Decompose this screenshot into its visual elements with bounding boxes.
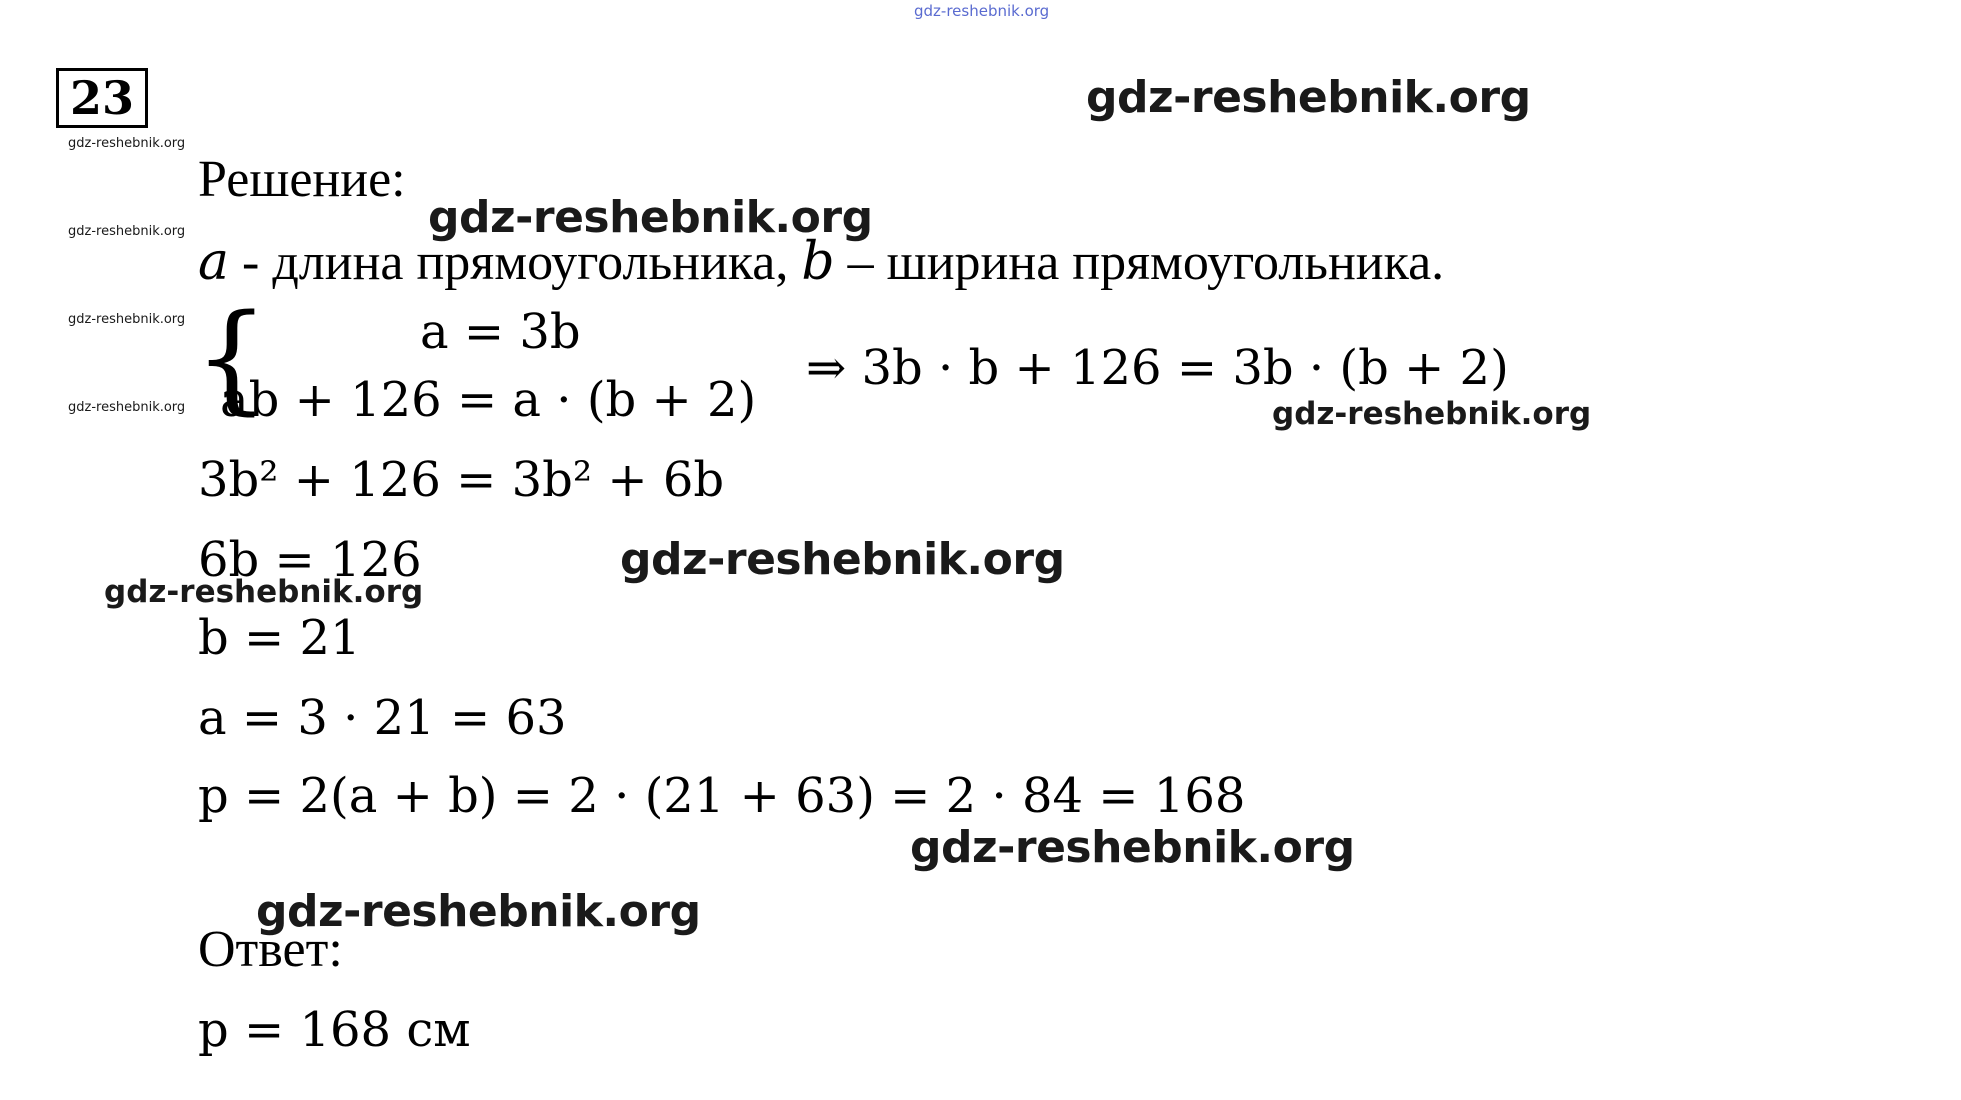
watermark-top-right: gdz-reshebnik.org [1086,72,1531,123]
watermark-lower-left: gdz-reshebnik.org [256,886,701,937]
var-a: a [198,232,230,292]
definition-line [198,232,1445,292]
watermark-right-small: gdz-reshebnik.org [1272,396,1592,432]
answer-heading: Ответ: [198,921,343,978]
answer-value: p = 168 см [198,1002,471,1058]
watermark-mid-1: gdz-reshebnik.org [428,192,873,243]
step-2: 6b = 126 [198,532,422,588]
step-1: 3b² + 126 = 3b² + 6b [198,452,725,508]
system-equation-2: ab + 126 = a · (b + 2) [220,372,757,428]
step-3: b = 21 [198,610,361,666]
watermark-left-3: gdz-reshebnik.org [68,312,186,327]
problem-number-badge: 23 [56,68,148,128]
watermark-top: gdz-reshebnik.org [914,2,1050,20]
system-equation-1: a = 3b [420,304,581,360]
solution-heading: Решение: [198,151,406,208]
definition-a-text: - длина прямоугольника, [229,234,802,291]
watermark-left-mid: gdz-reshebnik.org [104,574,424,610]
watermark-left-4: gdz-reshebnik.org [68,400,186,415]
watermark-under-badge: gdz-reshebnik.org [68,136,186,151]
watermark-left-2: gdz-reshebnik.org [68,224,186,239]
system-brace: { [194,288,270,426]
watermark-mid-2: gdz-reshebnik.org [620,534,1065,585]
step-4: a = 3 · 21 = 63 [198,690,567,746]
var-b: b [801,232,835,292]
watermark-lower-right: gdz-reshebnik.org [910,822,1355,873]
system-implication: ⇒ 3b · b + 126 = 3b · (b + 2) [806,340,1509,396]
step-5: p = 2(a + b) = 2 · (21 + 63) = 2 · 84 = 168 [198,768,1246,824]
definition-b-text: – ширина прямоугольника. [834,234,1445,291]
